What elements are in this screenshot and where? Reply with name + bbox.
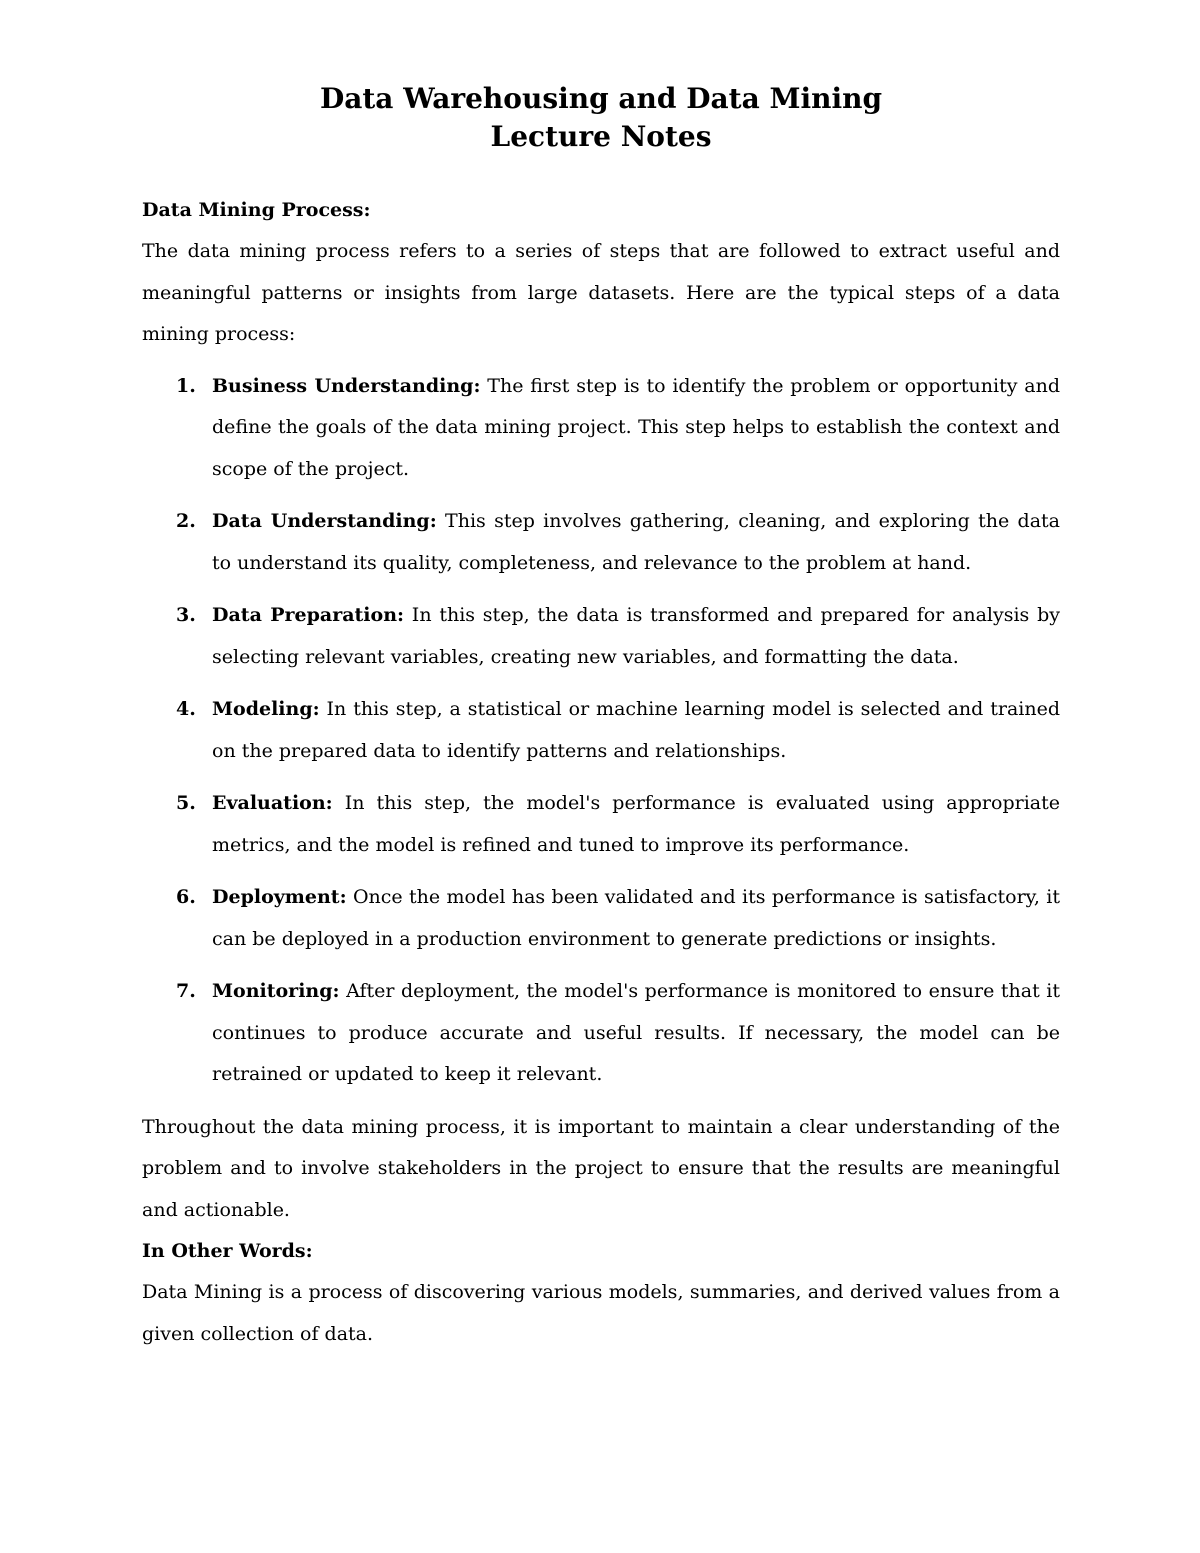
intro-paragraph: The data mining process refers to a series of steps that are followed to extract useful and meaningful patterns or insights from large datasets. Here are the typical steps of a data mining process: (142, 240, 1060, 345)
step-text: Once the model has been validated and its performance is satisfactory, it can be deployed in a production environment to generate predictions or insights. (212, 886, 1060, 950)
document-content (142, 80, 1060, 1355)
step-number: 4. (176, 698, 196, 720)
title-line-2: Lecture Notes (490, 120, 712, 153)
step-term: Data Preparation: (212, 604, 405, 626)
section-heading: Data Mining Process: (142, 199, 371, 221)
step-text: After deployment, the model's performance is monitored to ensure that it continues to produce accurate and useful results. If necessary, the model can be retrained or updated to keep it relevant. (212, 980, 1060, 1085)
step-number: 1. (176, 374, 196, 397)
step-number: 5. (176, 792, 196, 814)
step-term: Deployment: (212, 886, 347, 908)
step-number: 2. (176, 510, 196, 532)
title-line-1: Data Warehousing and Data Mining (319, 82, 883, 115)
step-number: 6. (176, 886, 196, 908)
step-text: This step involves gathering, cleaning, and exploring the data to understand its quality, completeness, and relevance to the problem at hand. (212, 510, 1060, 574)
step-term: Modeling: (212, 698, 320, 720)
step-term: Monitoring: (212, 980, 340, 1002)
step-term: Data Understanding: (212, 510, 437, 532)
closing-paragraph: Throughout the data mining process, it is important to maintain a clear understanding of the problem and to involve stakeholders in the project to ensure that the results are meaningful and actionable. (142, 1115, 1060, 1221)
step-text: The first step is to identify the problem or opportunity and define the goals of the data mining project. This step helps to establish the context and scope of the project. (212, 374, 1061, 480)
list-item (142, 366, 1060, 491)
list-item (142, 501, 1060, 584)
document-title (142, 80, 1060, 156)
step-text: In this step, the model's performance is evaluated using appropriate metrics, and the model is refined and tuned to improve its performance. (212, 792, 1060, 856)
step-text: In this step, a statistical or machine learning model is selected and trained on the prepared data to identify patterns and relationships. (212, 698, 1060, 762)
step-text: In this step, the data is transformed and prepared for analysis by selecting relevant variables, creating new variables, and formatting the data. (212, 604, 1060, 668)
step-term: Business Understanding: (212, 374, 481, 397)
steps-list (142, 366, 1060, 1096)
step-term: Evaluation: (212, 792, 333, 814)
step-number: 3. (176, 604, 196, 626)
list-item (142, 877, 1060, 960)
list-item (142, 689, 1060, 772)
other-words-paragraph: Data Mining is a process of discovering various models, summaries, and derived values from a given collection of data. (142, 1281, 1060, 1345)
other-words-heading: In Other Words: (142, 1240, 313, 1262)
list-item (142, 971, 1060, 1096)
list-item (142, 783, 1060, 866)
list-item (142, 595, 1060, 678)
step-number: 7. (176, 980, 196, 1002)
